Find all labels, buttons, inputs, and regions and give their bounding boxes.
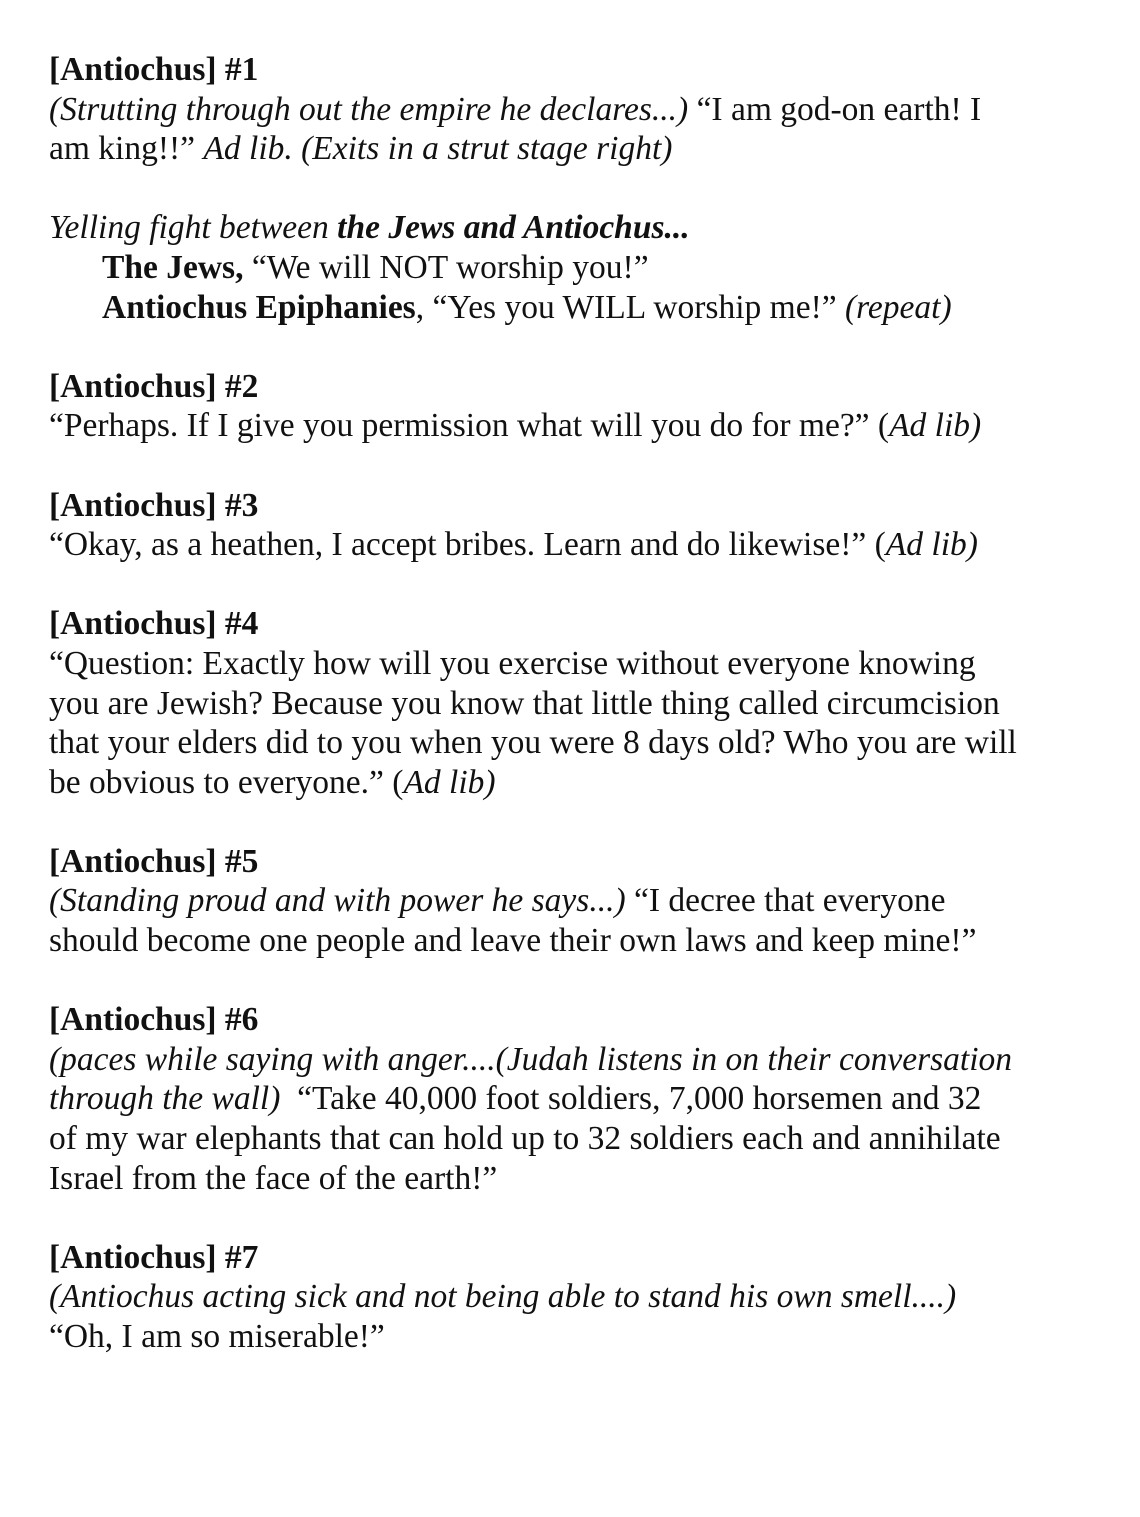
cue-heading: [Antiochus] #6	[49, 1001, 259, 1039]
stage-direction: Yelling fight between	[49, 209, 338, 247]
cue-line-indented	[49, 288, 1119, 328]
stage-direction: (repeat)	[844, 288, 952, 326]
cue-block-1	[49, 50, 1119, 169]
cue-line: “Question: Exactly how will you exercise without everyone knowing	[49, 644, 976, 682]
stage-direction: through the wall)	[49, 1080, 281, 1118]
cue-line: of my war elephants that can hold up to 32 soldiers each and annihilate	[49, 1120, 1001, 1158]
cue-heading: [Antiochus] #4	[49, 605, 259, 643]
cue-block-7	[49, 1238, 1119, 1357]
cue-line	[49, 1079, 1119, 1119]
cue-block-3	[49, 486, 1119, 565]
dialogue: “Perhaps. If I give you permission what will you do for me?” (	[49, 407, 890, 445]
stage-direction: (Standing proud and with power he says...)	[49, 882, 626, 920]
stage-direction: Ad lib)	[889, 407, 982, 445]
stage-direction: (paces while saying with anger....(Judah listens in on their conversation	[49, 1040, 1013, 1078]
cue-block-yelling-fight	[49, 208, 1119, 327]
dialogue: am king!!”	[49, 130, 204, 168]
cue-line-indented	[49, 248, 1119, 288]
stage-direction-emphasis: the Jews and Antiochus...	[337, 209, 690, 247]
cue-heading: [Antiochus] #1	[49, 51, 259, 88]
cue-line	[49, 763, 1119, 803]
stage-direction: Ad lib)	[403, 763, 496, 801]
stage-direction: (Antiochus acting sick and not being able to stand his own smell....)	[49, 1278, 957, 1316]
cue-line: Israel from the face of the earth!”	[49, 1159, 498, 1197]
cue-heading: [Antiochus] #3	[49, 486, 259, 524]
cue-line: “Oh, I am so miserable!”	[49, 1318, 385, 1355]
dialogue: be obvious to everyone.” (	[49, 763, 404, 801]
cue-heading: [Antiochus] #7	[49, 1238, 259, 1276]
speaker-name: Antiochus Epiphanies	[102, 288, 416, 326]
cue-heading: [Antiochus] #5	[49, 842, 259, 880]
dialogue: , “Yes you WILL worship me!”	[415, 288, 845, 326]
stage-direction: Ad lib. (Exits in a strut stage right)	[203, 130, 673, 168]
cue-block-5	[49, 842, 1119, 961]
cue-block-6	[49, 1000, 1119, 1198]
stage-direction: (Strutting through out the empire he declares...)	[49, 90, 689, 128]
dialogue: “We will NOT worship you!”	[243, 248, 649, 286]
cue-line	[49, 90, 1119, 130]
cue-line	[49, 208, 1119, 248]
script-page	[49, 50, 1119, 1396]
stage-direction: Ad lib)	[885, 526, 978, 564]
cue-line: you are Jewish? Because you know that little thing called circumcision	[49, 684, 1000, 722]
cue-line: should become one people and leave their own laws and keep mine!”	[49, 922, 977, 960]
speaker-name: The Jews,	[102, 248, 244, 286]
dialogue: “I decree that everyone	[625, 882, 946, 920]
cue-line	[49, 129, 1119, 169]
dialogue: “Take 40,000 foot soldiers, 7,000 horsemen and 32	[280, 1080, 982, 1118]
cue-line	[49, 525, 1119, 565]
cue-line	[49, 406, 1119, 446]
cue-line: that your elders did to you when you were 8 days old? Who you are will	[49, 724, 1017, 762]
cue-heading: [Antiochus] #2	[49, 367, 259, 405]
cue-line	[49, 881, 1119, 921]
cue-block-4	[49, 604, 1119, 802]
dialogue: “Okay, as a heathen, I accept bribes. Learn and do likewise!” (	[49, 526, 886, 564]
dialogue: “I am god-on earth! I	[688, 90, 982, 128]
cue-block-2	[49, 367, 1119, 446]
